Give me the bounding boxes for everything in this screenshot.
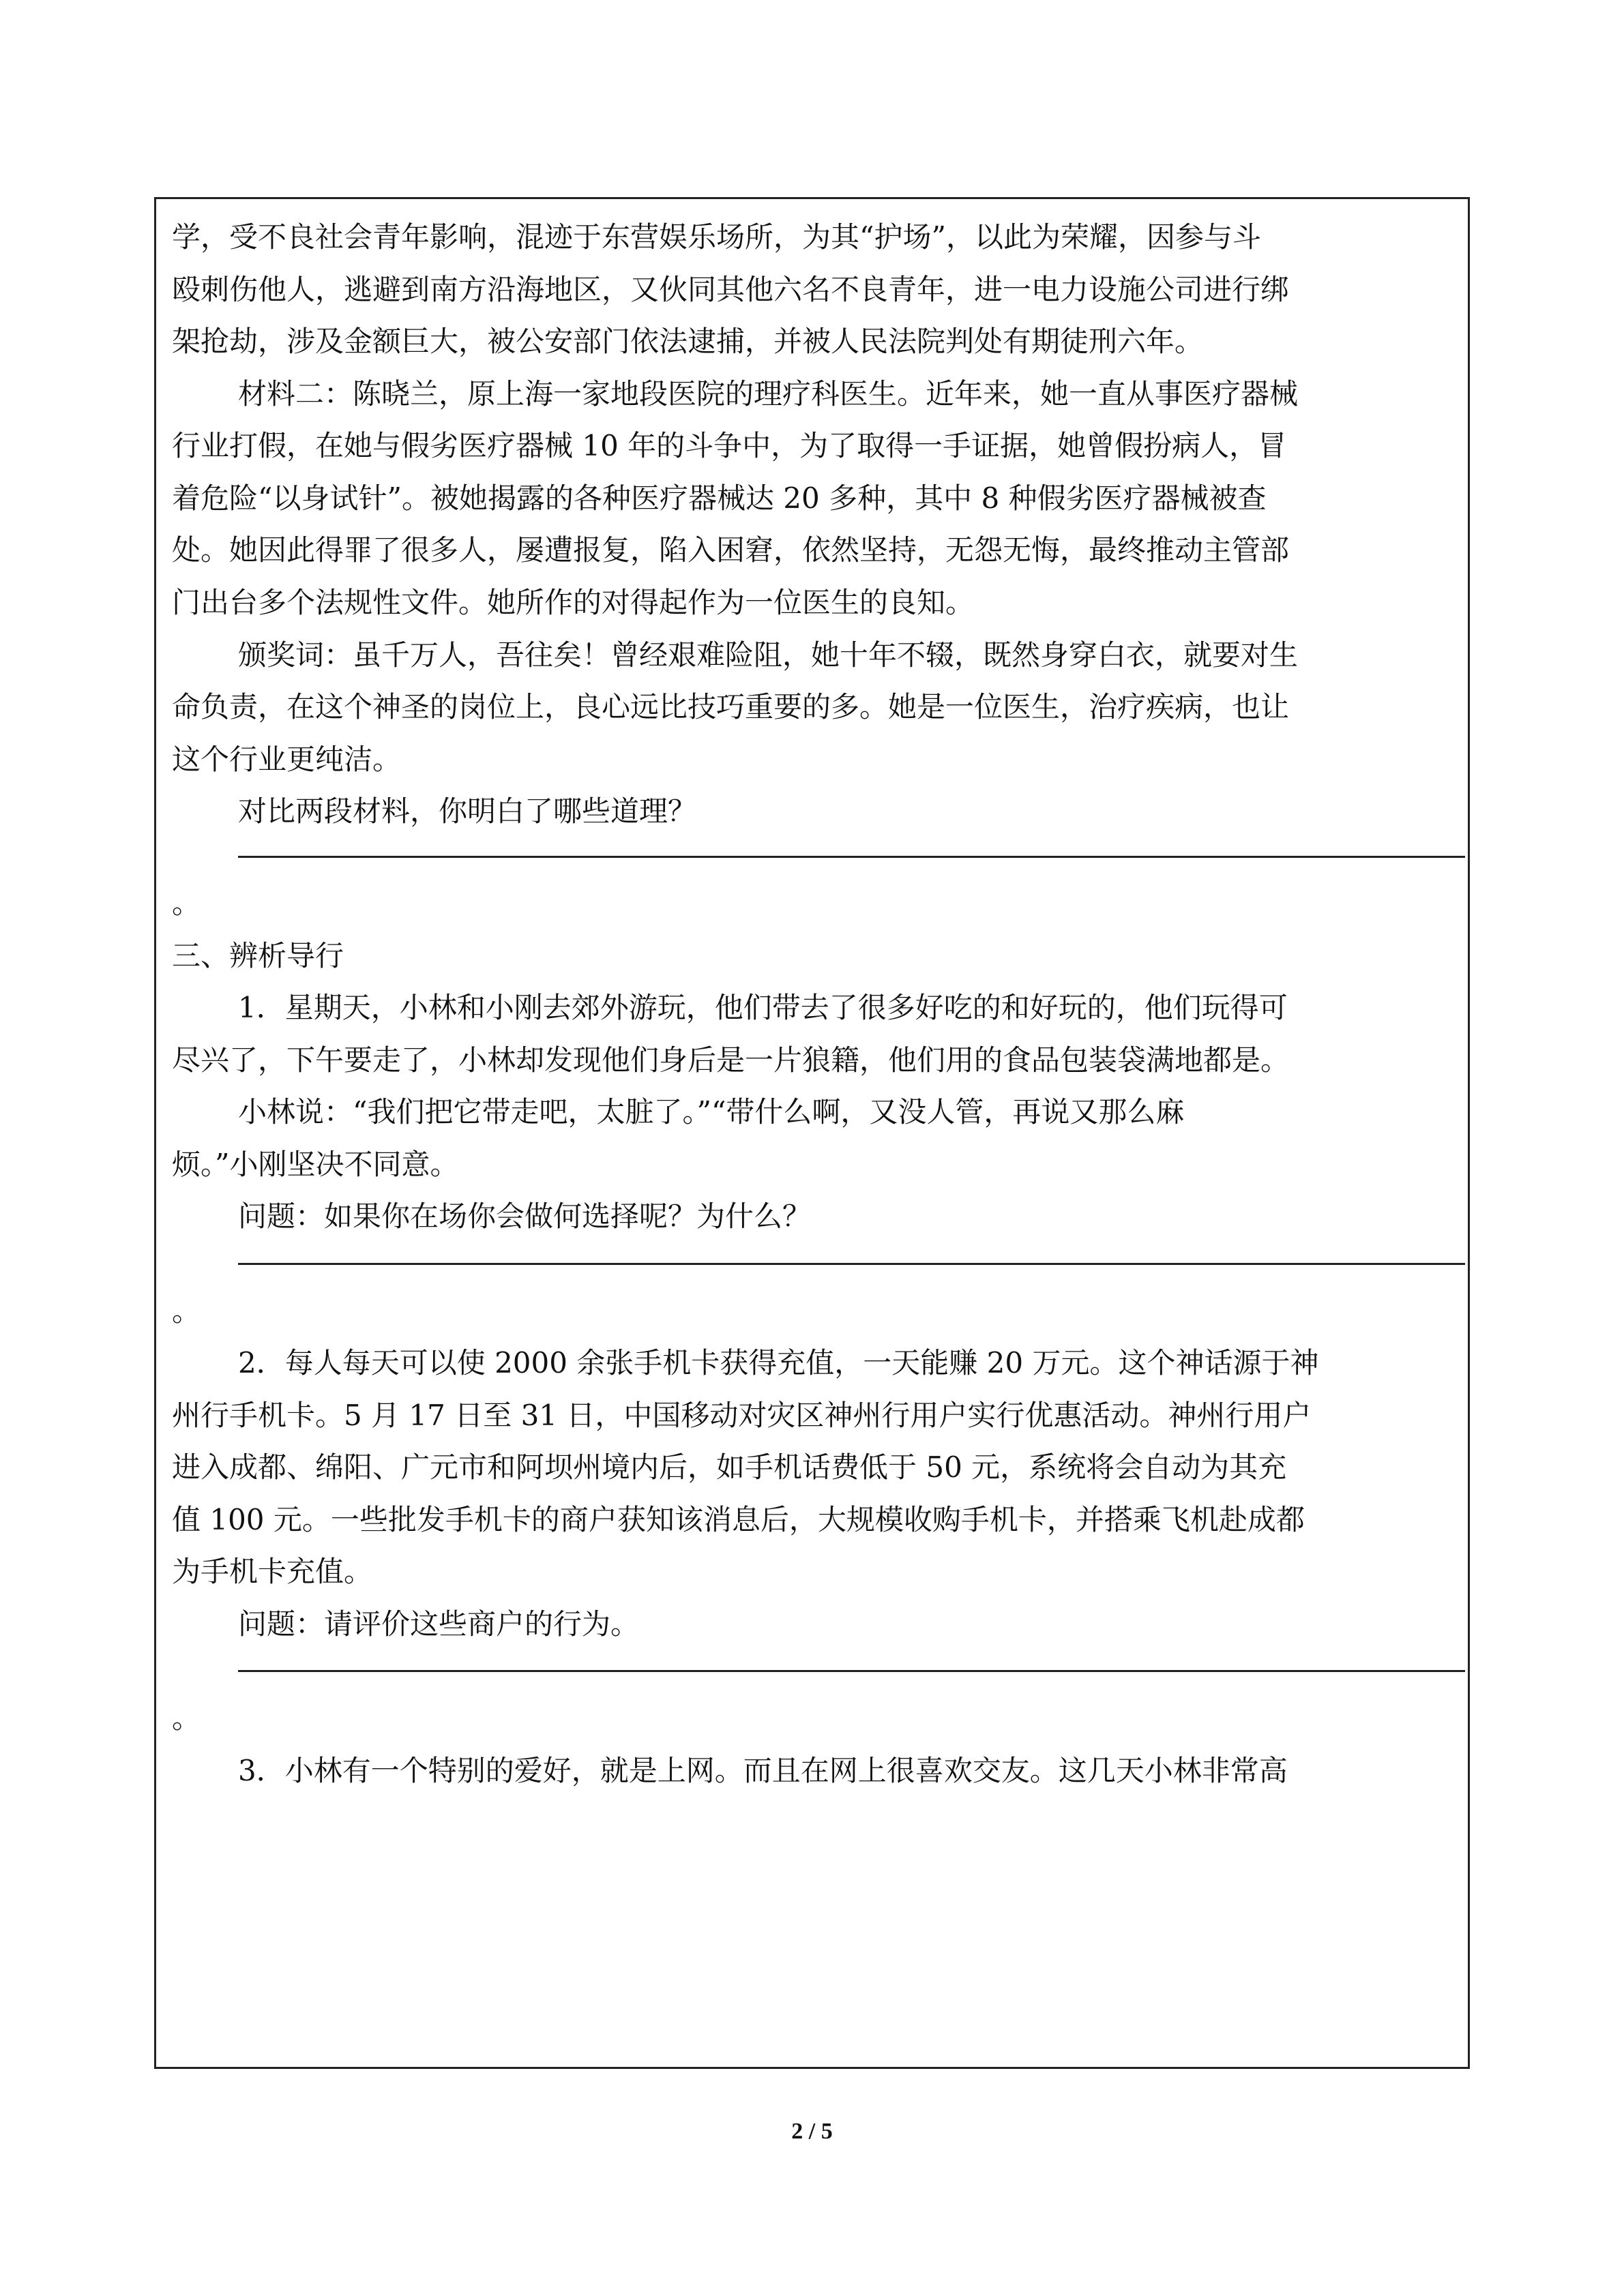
text-line: 值 100 元。一些批发手机卡的商户获知该消息后，大规模收购手机卡，并搭乘飞机赴成都 (172, 1503, 1305, 1536)
text-line: 烦。”小刚坚决不同意。 (172, 1148, 459, 1181)
text-line: 进入成都、绵阳、广元市和阿坝州境内后，如手机话费低于 50 元，系统将会自动为其充 (172, 1450, 1287, 1484)
text-line: 架抢劫，涉及金额巨大，被公安部门依法逮捕，并被人民法院判处有期徒刑六年。 (172, 325, 1204, 358)
text-line: 学，受不良社会青年影响，混迹于东营娱乐场所，为其“护场”，以此为荣耀，因参与斗 (172, 220, 1261, 254)
answer-line[interactable] (238, 1670, 1465, 1672)
text-line: 材料二：陈晓兰，原上海一家地段医院的理疗科医生。近年来，她一直从事医疗器械 (238, 377, 1299, 411)
section-heading: 三、辨析导行 (172, 939, 344, 972)
text-line: 命负责，在这个神圣的岗位上，良心远比技巧重要的多。她是一位医生，治疗疾病，也让 (172, 690, 1290, 724)
text-line: 1．星期天，小林和小刚去郊外游玩，他们带去了很多好吃的和好玩的，他们玩得可 (238, 991, 1288, 1024)
page-number: 2 / 5 (791, 2119, 833, 2144)
text-line: 处。她因此得罪了很多人，屡遭报复，陷入困窘，依然坚持，无怨无悔，最终推动主管部 (172, 533, 1290, 567)
text-line: 问题：如果你在场你会做何选择呢？为什么？ (238, 1199, 812, 1233)
text-line: 着危险“以身试针”。被她揭露的各种医疗器械达 20 多种，其中 8 种假劣医疗器械被查 (172, 481, 1267, 515)
text-line: 。 (172, 1701, 201, 1735)
text-line: 3．小林有一个特别的爱好，就是上网。而且在网上很喜欢交友。这几天小林非常高 (238, 1754, 1288, 1787)
content-frame (154, 197, 1470, 2069)
answer-line[interactable] (238, 1263, 1465, 1265)
text-line: 门出台多个法规性文件。她所作的对得起作为一位医生的良知。 (172, 586, 975, 619)
text-line: 。 (172, 886, 201, 920)
text-line: 尽兴了，下午要走了，小林却发现他们身后是一片狼籍，他们用的食品包装袋满地都是。 (172, 1043, 1290, 1077)
text-line: 对比两段材料，你明白了哪些道理？ (238, 794, 697, 828)
answer-line[interactable] (238, 856, 1465, 858)
text-line: 为手机卡充值。 (172, 1555, 373, 1588)
text-line: 殴刺伤他人，逃避到南方沿海地区，又伙同其他六名不良青年，进一电力设施公司进行绑 (172, 273, 1290, 306)
text-line: 行业打假，在她与假劣医疗器械 10 年的斗争中，为了取得一手证据，她曾假扮病人，冒 (172, 429, 1287, 462)
text-line: 小林说：“我们把它带走吧，太脏了。”“带什么啊，又没人管，再说又那么麻 (238, 1095, 1185, 1129)
text-line: 州行手机卡。5 月 17 日至 31 日，中国移动对灾区神州行用户实行优惠活动。神州行用户 (172, 1399, 1312, 1432)
text-line: 问题：请评价这些商户的行为。 (238, 1607, 640, 1641)
text-line: 颁奖词：虽千万人，吾往矣！曾经艰难险阻，她十年不辍，既然身穿白衣，就要对生 (238, 638, 1299, 672)
text-line: 这个行业更纯洁。 (172, 743, 402, 776)
text-line: 2．每人每天可以使 2000 余张手机卡获得充值，一天能赚 20 万元。这个神话源于神 (238, 1346, 1319, 1380)
text-line: 。 (172, 1294, 201, 1328)
